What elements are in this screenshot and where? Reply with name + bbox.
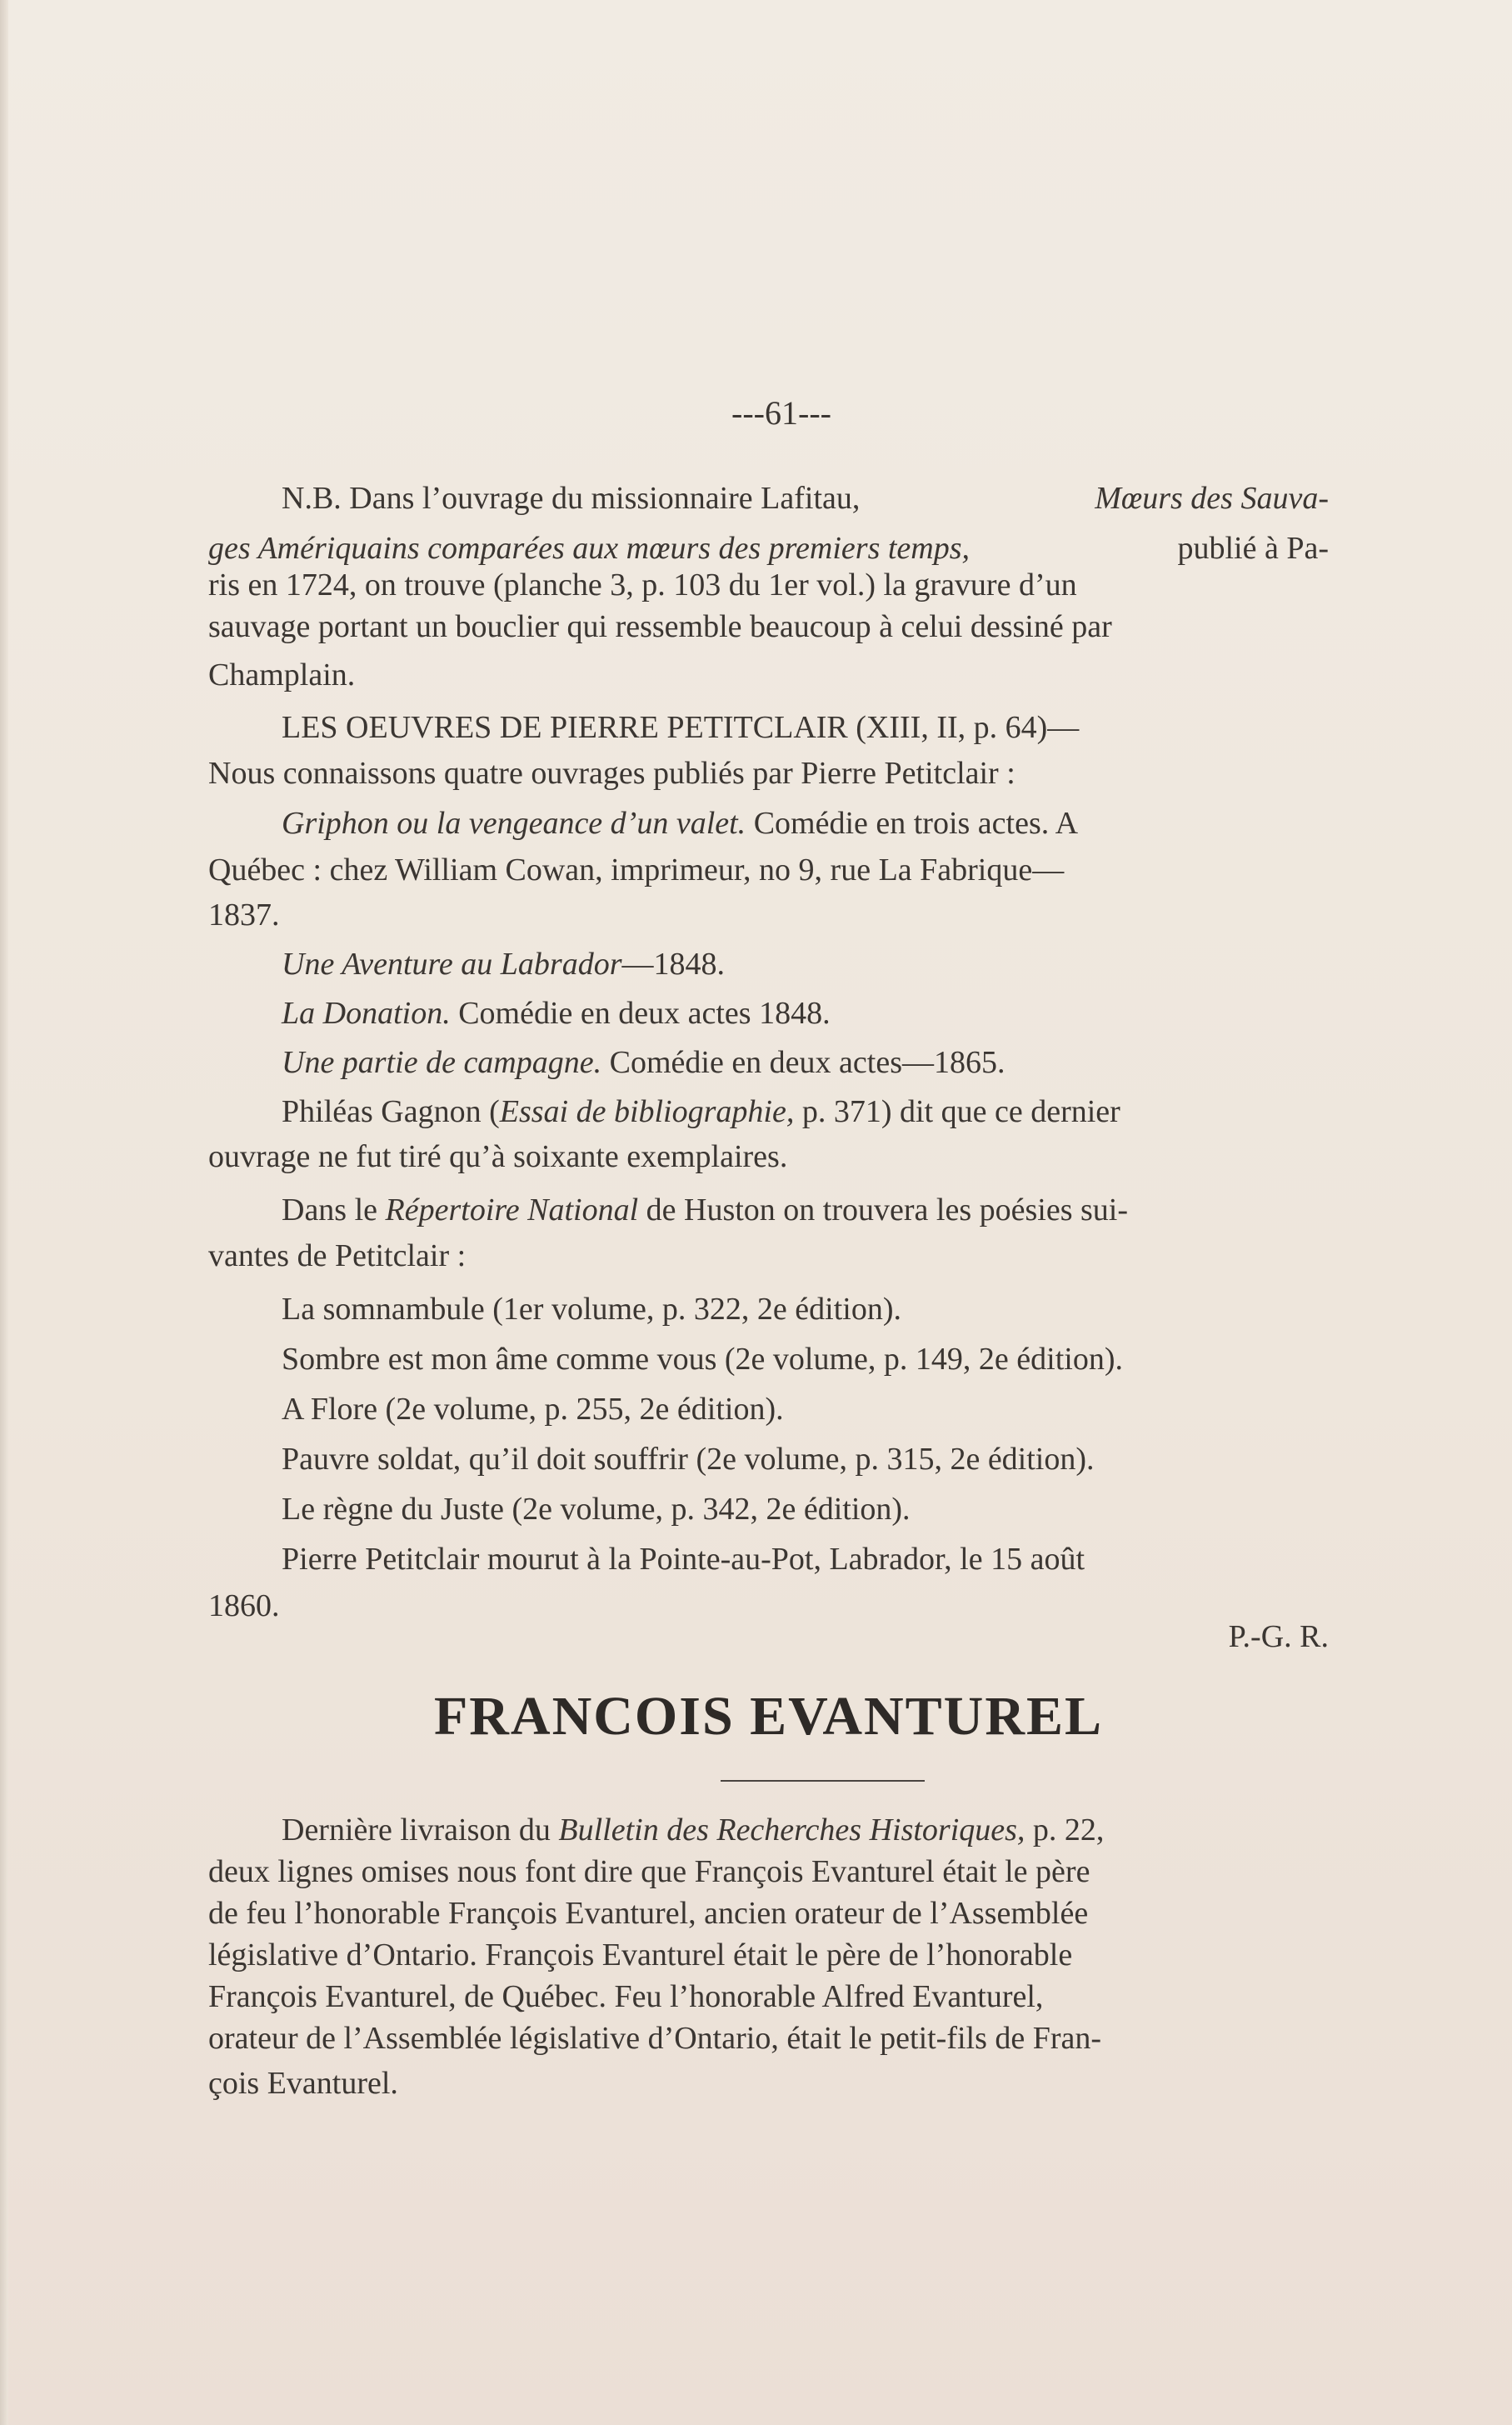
nb-line-5: Champlain.: [208, 658, 356, 692]
gagnon-text: p. 371) dit que ce dernier: [794, 1094, 1120, 1129]
work-desc: —1848.: [621, 947, 725, 982]
work-title: Une Aventure au Labrador: [282, 947, 622, 982]
nb-italic: ges Amériquains comparées aux mœurs des premiers temps,: [208, 531, 971, 566]
work-title: Une partie de campagne.: [282, 1045, 602, 1080]
aventure-line: [208, 939, 1329, 989]
repertoire-line-2: vantes de Petitclair :: [208, 1238, 467, 1273]
page-edge: [0, 0, 8, 2425]
work-desc: Comédie en deux actes 1848.: [450, 996, 831, 1031]
gagnon-line-2: ouvrage ne fut tiré qu’à soixante exemplaires.: [208, 1139, 788, 1174]
partie-line: [208, 1038, 1329, 1088]
work-title: La Donation.: [282, 996, 451, 1031]
evanturel-line-6: orateur de l’Assemblée législative d’Ontario, était le petit-fils de Fran-: [208, 2021, 1102, 2056]
evanturel-text: Dernière livraison du: [282, 1812, 559, 1848]
work-desc: Comédie en deux actes—1865.: [601, 1045, 1006, 1080]
evanturel-text: p. 22,: [1025, 1812, 1105, 1848]
work-desc: Comédie en trois actes. A: [746, 806, 1079, 841]
section-heading: FRANCOIS EVANTUREL: [433, 1686, 1104, 1747]
nb-line-4: sauvage portant un bouclier qui ressemble beaucoup à celui dessiné par: [208, 609, 1112, 644]
gagnon-text: Philéas Gagnon (: [282, 1094, 500, 1129]
nb-italic: Mœurs des Sauva-: [1095, 481, 1329, 516]
poem-item: A Flore (2e volume, p. 255, 2e édition).: [282, 1392, 784, 1427]
nb-text: N.B. Dans l’ouvrage du missionnaire Lafitau,: [282, 481, 861, 516]
rep-text: de Huston on trouvera les poésies sui-: [638, 1192, 1128, 1228]
work-title: Répertoire National: [385, 1192, 639, 1228]
evanturel-line-7: çois Evanturel.: [208, 2066, 398, 2101]
donation-line: [208, 988, 1329, 1038]
poem-item: La somnambule (1er volume, p. 322, 2e édition).: [282, 1292, 901, 1327]
oeuvres-line-2: Nous connaissons quatre ouvrages publiés par Pierre Petitclair :: [208, 756, 1015, 791]
signature: P.-G. R.: [1228, 1619, 1329, 1654]
death-line-1: Pierre Petitclair mourut à la Pointe-au-Pot, Labrador, le 15 août: [282, 1542, 1085, 1577]
poem-item: Le règne du Juste (2e volume, p. 342, 2e édition).: [282, 1492, 911, 1527]
gagnon-line-1: [208, 1087, 1329, 1137]
work-title: Griphon ou la vengeance d’un valet.: [282, 806, 746, 841]
poem-item: Pauvre soldat, qu’il doit souffrir (2e volume, p. 315, 2e édition).: [282, 1442, 1095, 1477]
evanturel-line-5: François Evanturel, de Québec. Feu l’honorable Alfred Evanturel,: [208, 1979, 1044, 2014]
work-title: Essai de bibliographie,: [499, 1094, 795, 1129]
rep-text: Dans le: [282, 1192, 386, 1228]
evanturel-line-3: de feu l’honorable François Evanturel, ancien orateur de l’Assemblée: [208, 1896, 1089, 1931]
evanturel-line-4: législative d’Ontario. François Evanturel était le père de l’honorable: [208, 1938, 1073, 1972]
griphon-line-3: 1837.: [208, 898, 280, 932]
death-line-2: 1860.: [208, 1588, 280, 1623]
griphon-line-2: Québec : chez William Cowan, imprimeur, no 9, rue La Fabrique—: [208, 852, 1065, 888]
nb-line-1: [208, 473, 1329, 523]
griphon-line-1: [208, 798, 1329, 848]
oeuvres-line-1: LES OEUVRES DE PIERRE PETITCLAIR (XIII, II, p. 64)—: [282, 710, 1080, 745]
evanturel-line-2: deux lignes omises nous font dire que François Evanturel était le père: [208, 1854, 1090, 1889]
nb-text: publié à Pa-: [1177, 531, 1329, 566]
work-title: Bulletin des Recherches Historiques,: [558, 1812, 1025, 1848]
page-number: ---61---: [731, 394, 831, 432]
repertoire-line-1: [208, 1185, 1329, 1235]
nb-line-3: ris en 1724, on trouve (planche 3, p. 103 du 1er vol.) la gravure d’un: [208, 568, 1077, 602]
poem-item: Sombre est mon âme comme vous (2e volume, p. 149, 2e édition).: [282, 1342, 1123, 1377]
heading-rule: [721, 1780, 925, 1782]
